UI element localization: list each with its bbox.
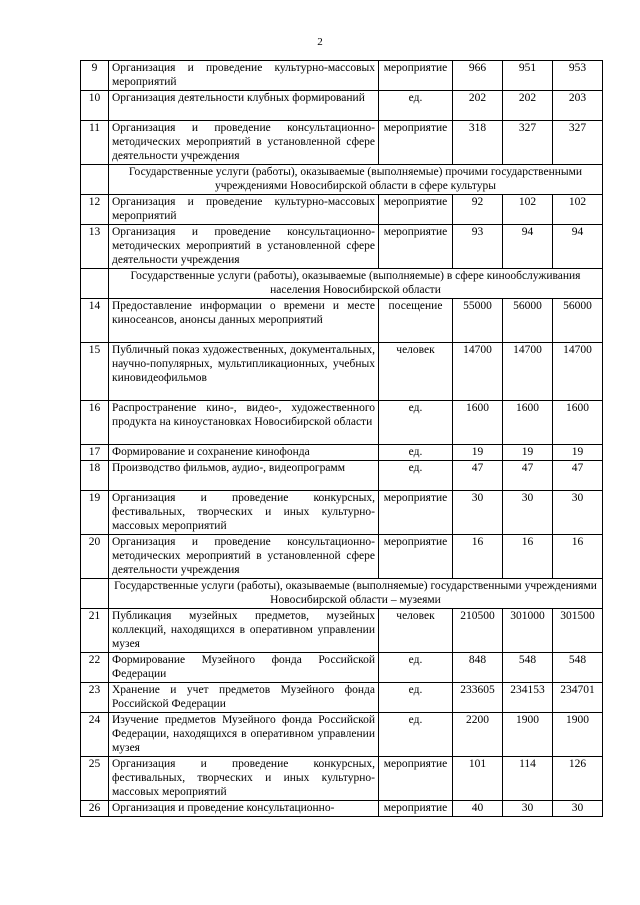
value-2: 56000 — [503, 299, 553, 343]
row-number: 19 — [81, 491, 109, 535]
table-row — [81, 195, 603, 225]
value-1: 2200 — [453, 713, 503, 757]
service-name: Производство фильмов, аудио-, видеопрограмм — [109, 461, 379, 491]
service-name: Организация и проведение консультационно- — [109, 801, 379, 817]
value-1: 202 — [453, 91, 503, 121]
unit-of-measure: мероприятие — [379, 757, 453, 801]
value-3: 126 — [553, 757, 603, 801]
value-3: 102 — [553, 195, 603, 225]
services-table — [80, 60, 603, 817]
unit-of-measure: мероприятие — [379, 195, 453, 225]
row-number: 15 — [81, 343, 109, 401]
service-name: Распространение кино-, видео-, художественного продукта на киноустановках Новосибирской области — [109, 401, 379, 445]
table-row — [81, 225, 603, 269]
value-3: 30 — [553, 801, 603, 817]
unit-of-measure: посещение — [379, 299, 453, 343]
value-1: 1600 — [453, 401, 503, 445]
service-name: Организация и проведение культурно-массовых мероприятий — [109, 195, 379, 225]
row-number: 10 — [81, 91, 109, 121]
service-name: Организация и проведение конкурсных, фестивальных, творческих и иных культурно-массовых мероприятий — [109, 757, 379, 801]
service-name: Организация и проведение консультационно-методических мероприятий в установленной сфере деятельности учреждения — [109, 121, 379, 165]
value-1: 93 — [453, 225, 503, 269]
table-row — [81, 757, 603, 801]
value-2: 14700 — [503, 343, 553, 401]
service-name: Организация и проведение конкурсных, фестивальных, творческих и иных культурно-массовых мероприятий — [109, 491, 379, 535]
value-2: 30 — [503, 491, 553, 535]
value-3: 30 — [553, 491, 603, 535]
value-3: 1900 — [553, 713, 603, 757]
value-2: 202 — [503, 91, 553, 121]
row-number: 17 — [81, 445, 109, 461]
value-2: 102 — [503, 195, 553, 225]
table-row — [81, 91, 603, 121]
row-number: 23 — [81, 683, 109, 713]
value-3: 234701 — [553, 683, 603, 713]
value-1: 14700 — [453, 343, 503, 401]
value-1: 210500 — [453, 609, 503, 653]
row-number: 13 — [81, 225, 109, 269]
unit-of-measure: мероприятие — [379, 491, 453, 535]
value-1: 318 — [453, 121, 503, 165]
value-3: 56000 — [553, 299, 603, 343]
service-name: Организация деятельности клубных формирований — [109, 91, 379, 121]
value-2: 1600 — [503, 401, 553, 445]
value-1: 47 — [453, 461, 503, 491]
section-number-cell — [81, 579, 109, 609]
unit-of-measure: ед. — [379, 445, 453, 461]
table-row — [81, 401, 603, 445]
value-3: 327 — [553, 121, 603, 165]
service-name: Формирование Музейного фонда Российской Федерации — [109, 653, 379, 683]
section-title: Государственные услуги (работы), оказываемые (выполняемые) государственными учреждениями Новосибирской области – музеями — [109, 579, 603, 609]
service-name: Организация и проведение культурно-массовых мероприятий — [109, 61, 379, 91]
unit-of-measure: ед. — [379, 683, 453, 713]
value-3: 14700 — [553, 343, 603, 401]
row-number: 20 — [81, 535, 109, 579]
service-name: Хранение и учет предметов Музейного фонда Российской Федерации — [109, 683, 379, 713]
value-2: 548 — [503, 653, 553, 683]
value-1: 233605 — [453, 683, 503, 713]
table-row — [81, 461, 603, 491]
value-1: 30 — [453, 491, 503, 535]
section-title: Государственные услуги (работы), оказываемые (выполняемые) прочими государственными учреждениями Новосибирской области в сфере культуры — [109, 165, 603, 195]
table-row — [81, 535, 603, 579]
row-number: 12 — [81, 195, 109, 225]
value-3: 16 — [553, 535, 603, 579]
table-row — [81, 801, 603, 817]
unit-of-measure: ед. — [379, 91, 453, 121]
row-number: 25 — [81, 757, 109, 801]
value-3: 953 — [553, 61, 603, 91]
service-name: Публикация музейных предметов, музейных коллекций, находящихся в оперативном управлении музея — [109, 609, 379, 653]
table-row — [81, 299, 603, 343]
section-number-cell — [81, 165, 109, 195]
service-name: Предоставление информации о времени и месте киносеансов, анонсы данных мероприятий — [109, 299, 379, 343]
service-name: Организация и проведение консультационно-методических мероприятий в установленной сфере деятельности учреждения — [109, 535, 379, 579]
value-2: 114 — [503, 757, 553, 801]
section-header-row — [81, 579, 603, 609]
section-number-cell — [81, 269, 109, 299]
unit-of-measure: мероприятие — [379, 225, 453, 269]
value-3: 47 — [553, 461, 603, 491]
value-2: 19 — [503, 445, 553, 461]
value-2: 30 — [503, 801, 553, 817]
value-1: 19 — [453, 445, 503, 461]
section-header-row — [81, 165, 603, 195]
value-2: 47 — [503, 461, 553, 491]
table-row — [81, 343, 603, 401]
service-name: Публичный показ художественных, документальных, научно-популярных, мультипликационных, учебных киновидеофильмов — [109, 343, 379, 401]
service-name: Формирование и сохранение кинофонда — [109, 445, 379, 461]
unit-of-measure: ед. — [379, 401, 453, 445]
value-2: 301000 — [503, 609, 553, 653]
table-row — [81, 609, 603, 653]
service-name: Изучение предметов Музейного фонда Российской Федерации, находящихся в оперативном управлении музея — [109, 713, 379, 757]
unit-of-measure: ед. — [379, 713, 453, 757]
table-row — [81, 683, 603, 713]
service-name: Организация и проведение консультационно-методических мероприятий в установленной сфере деятельности учреждения — [109, 225, 379, 269]
table-row — [81, 653, 603, 683]
unit-of-measure: ед. — [379, 653, 453, 683]
row-number: 9 — [81, 61, 109, 91]
value-1: 55000 — [453, 299, 503, 343]
value-2: 951 — [503, 61, 553, 91]
value-2: 16 — [503, 535, 553, 579]
value-2: 234153 — [503, 683, 553, 713]
unit-of-measure: мероприятие — [379, 535, 453, 579]
section-title: Государственные услуги (работы), оказываемые (выполняемые) в сфере кинообслуживания населения Новосибирской области — [109, 269, 603, 299]
value-2: 327 — [503, 121, 553, 165]
row-number: 18 — [81, 461, 109, 491]
section-header-row — [81, 269, 603, 299]
value-2: 1900 — [503, 713, 553, 757]
unit-of-measure: человек — [379, 343, 453, 401]
value-3: 301500 — [553, 609, 603, 653]
value-3: 203 — [553, 91, 603, 121]
value-3: 548 — [553, 653, 603, 683]
unit-of-measure: мероприятие — [379, 121, 453, 165]
unit-of-measure: ед. — [379, 461, 453, 491]
value-2: 94 — [503, 225, 553, 269]
table-row — [81, 491, 603, 535]
row-number: 21 — [81, 609, 109, 653]
unit-of-measure: мероприятие — [379, 801, 453, 817]
table-row — [81, 121, 603, 165]
unit-of-measure: мероприятие — [379, 61, 453, 91]
row-number: 26 — [81, 801, 109, 817]
row-number: 24 — [81, 713, 109, 757]
value-1: 16 — [453, 535, 503, 579]
row-number: 11 — [81, 121, 109, 165]
table-row — [81, 713, 603, 757]
value-3: 19 — [553, 445, 603, 461]
value-1: 848 — [453, 653, 503, 683]
row-number: 14 — [81, 299, 109, 343]
value-3: 1600 — [553, 401, 603, 445]
page-number: 2 — [317, 36, 323, 48]
unit-of-measure: человек — [379, 609, 453, 653]
table-row — [81, 445, 603, 461]
value-1: 101 — [453, 757, 503, 801]
value-1: 966 — [453, 61, 503, 91]
table-row — [81, 61, 603, 91]
value-1: 92 — [453, 195, 503, 225]
value-3: 94 — [553, 225, 603, 269]
row-number: 22 — [81, 653, 109, 683]
row-number: 16 — [81, 401, 109, 445]
value-1: 40 — [453, 801, 503, 817]
